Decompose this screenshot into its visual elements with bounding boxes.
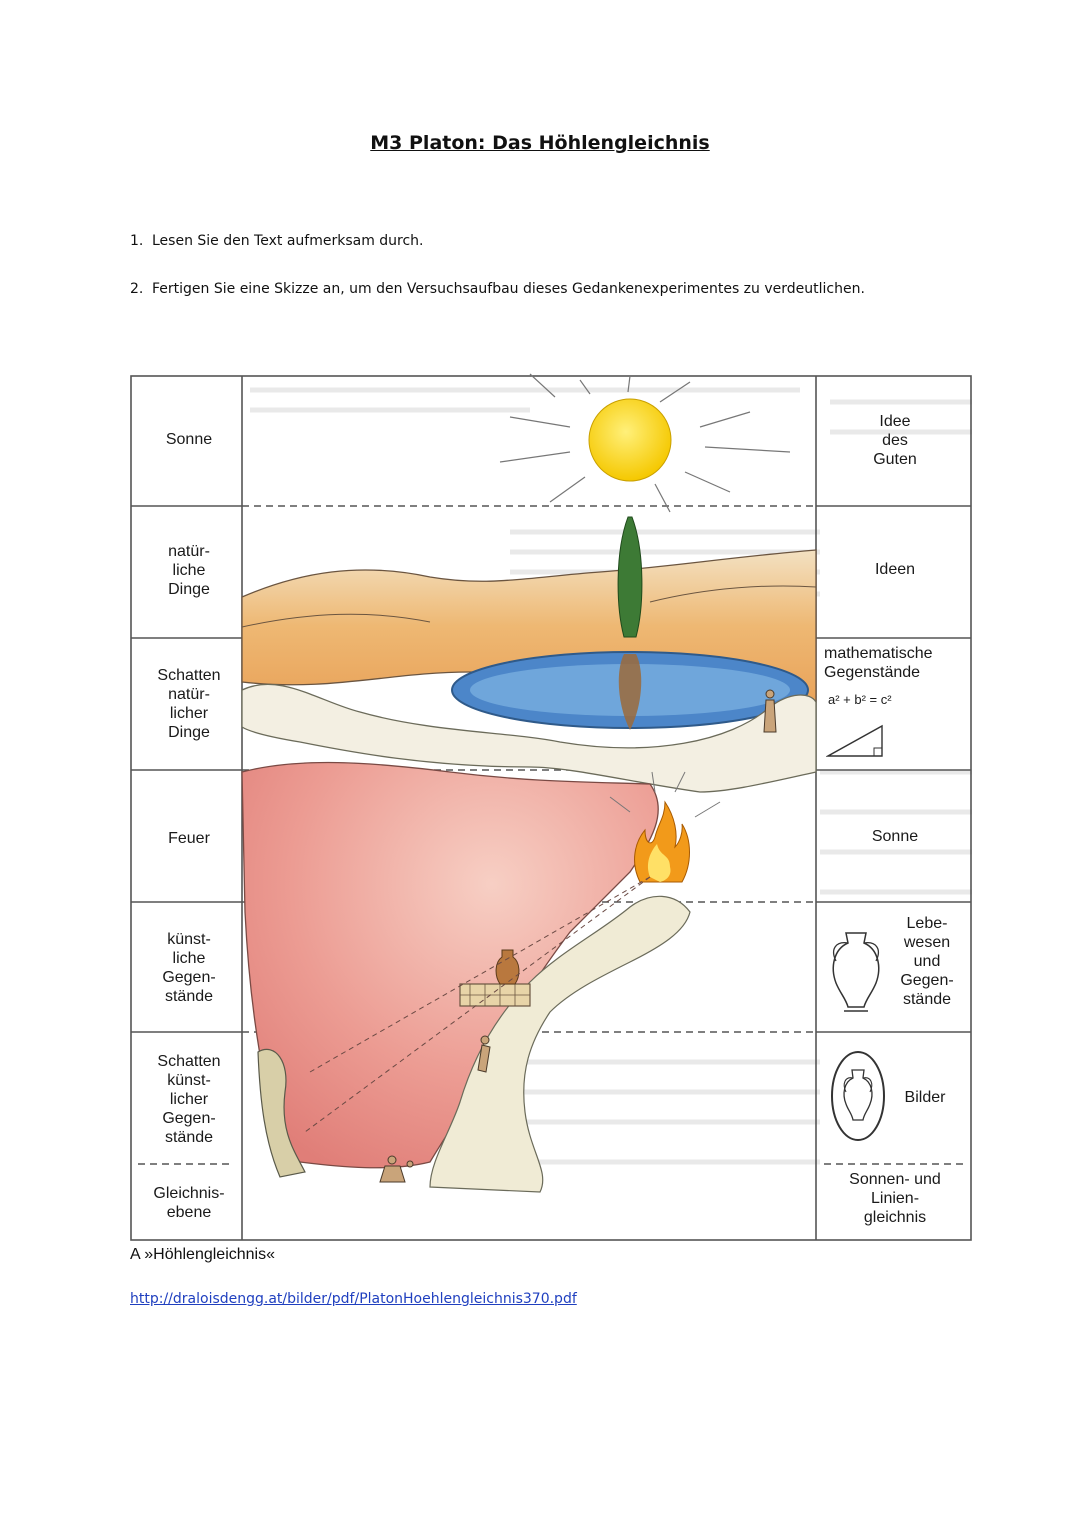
- left-label-fire: Feuer: [168, 830, 210, 847]
- left-label-artificial-objects: künst- liche Gegen- stände: [162, 931, 216, 1005]
- triangle-icon: [826, 722, 886, 758]
- task-text: Fertigen Sie eine Skizze an, um den Versuchsaufbau dieses Gedankenexperimentes zu verdeutlichen.: [152, 281, 865, 297]
- left-label-natural-things: natür- liche Dinge: [168, 543, 210, 598]
- right-label-idea-of-good: Idee des Guten: [873, 413, 917, 468]
- right-label-math-objects: mathematische Gegenstände: [824, 645, 933, 681]
- left-label-shadows-natural: Schatten natür- licher Dinge: [157, 667, 221, 741]
- task-2: [130, 281, 865, 297]
- page-title: M3 Platon: Das Höhlengleichnis: [370, 132, 710, 154]
- sun: [500, 374, 790, 512]
- right-label-ideas: Ideen: [874, 561, 916, 578]
- right-label-living-beings: Lebe- wesen und Gegen- stände: [900, 915, 954, 1008]
- task-number: 1.: [130, 233, 144, 249]
- vase-image-icon: [828, 1048, 888, 1148]
- formula: a² + b² = c²: [828, 692, 892, 707]
- tree: [618, 517, 642, 637]
- left-label-sun: Sonne: [165, 431, 213, 448]
- task-1: [130, 233, 424, 249]
- source-link[interactable]: http://draloisdengg.at/bilder/pdf/PlatonHoehlengleichnis370.pdf: [130, 1291, 577, 1307]
- right-label-images: Bilder: [904, 1089, 946, 1106]
- amphora-icon: [824, 927, 888, 1015]
- cave-allegory-figure: [130, 372, 972, 1242]
- task-number: 2.: [130, 281, 144, 297]
- right-label-sun-line-allegory: Sonnen- und Linien- gleichnis: [849, 1171, 941, 1226]
- left-label-shadows-artificial: Schatten künst- licher Gegen- stände: [157, 1053, 221, 1146]
- right-label-sun: Sonne: [871, 828, 919, 845]
- left-label-allegory-level: Gleichnis- ebene: [153, 1185, 225, 1221]
- figure-caption: A »Höhlengleichnis«: [130, 1246, 275, 1263]
- task-text: Lesen Sie den Text aufmerksam durch.: [152, 233, 424, 249]
